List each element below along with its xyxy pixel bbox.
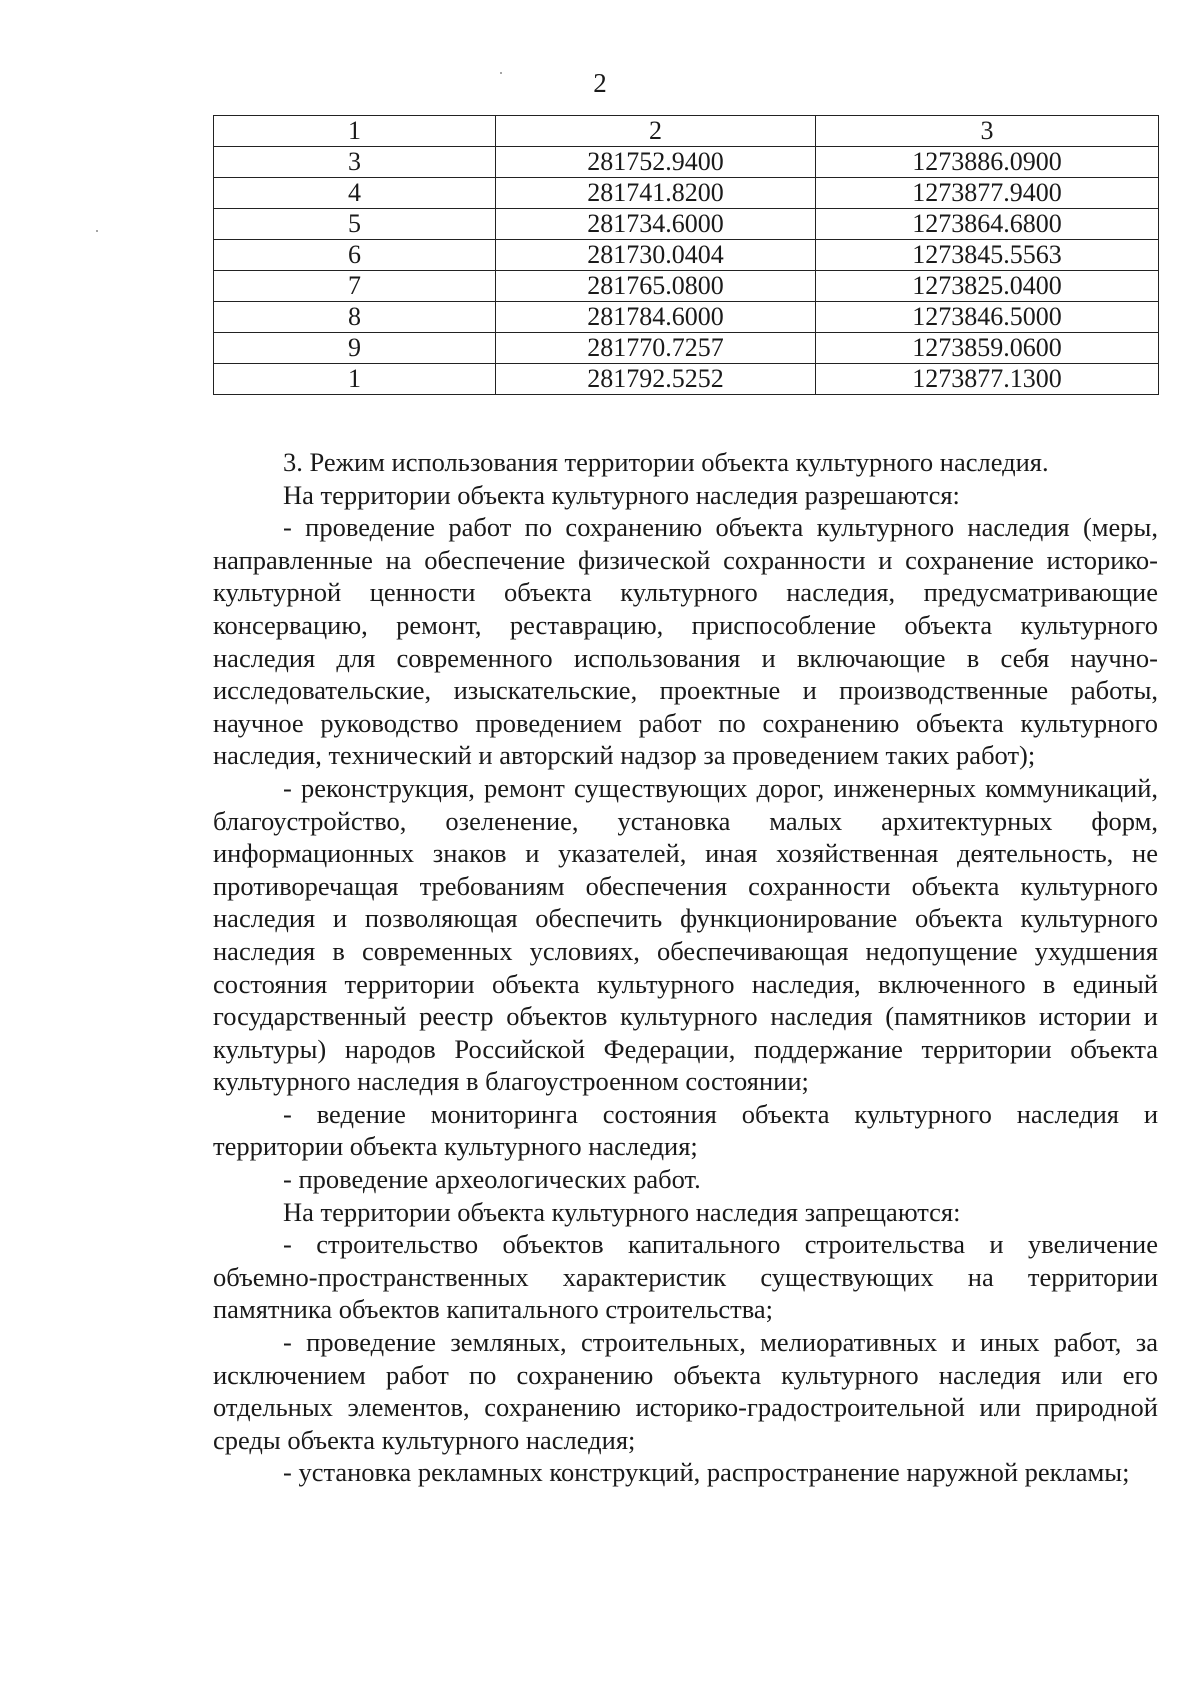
x-coordinate-cell: 281770.7257 [496,333,816,364]
table-row [214,240,1159,271]
paragraph-permitted-item: - проведение археологических работ. [283,1164,701,1195]
y-coordinate-cell: 1273845.5563 [816,240,1159,271]
table-row [214,364,1159,395]
x-coordinate-cell: 281792.5252 [496,364,816,395]
x-coordinate-cell: 281730.0404 [496,240,816,271]
x-coordinate-cell: 281784.6000 [496,302,816,333]
point-number-cell: 9 [214,333,496,364]
table-header-cell: 1 [214,116,496,147]
page-number: 2 [593,68,607,98]
paragraph-prohibited-intro: На территории объекта культурного наследия запрещаются: [283,1196,961,1227]
table-row [214,302,1159,333]
table-header-cell: 2 [496,116,816,147]
paragraph-permitted-intro: На территории объекта культурного наследия разрешаются: [283,479,960,510]
table-row [214,271,1159,302]
table-header-cell: 3 [816,116,1159,147]
table-row [214,147,1159,178]
paragraph-permitted-item: - реконструкция, ремонт существующих дорог, инженерных коммуникаций, благоустройство, озеленение, установка малых архитектурных форм, информационных знаков и указателей, иная хозяйственная деятельность, не противоречащая требованиям обеспечения сохранности объекта культурного наследия и позволяющая обеспечить функционирование объекта культурного наследия в современных условиях, обеспечивающая недопущение ухудшения состояния территории объекта культурного наследия, включенного в единый государственный реестр объектов культурного наследия (памятников истории и культуры) народов Российской Федерации, поддержание территории объекта культурного наследия в благоустроенном состоянии; [213,772,1158,1097]
table-row [214,209,1159,240]
x-coordinate-cell: 281765.0800 [496,271,816,302]
y-coordinate-cell: 1273886.0900 [816,147,1159,178]
coordinates-table [213,115,1159,395]
point-number-cell: 8 [214,302,496,333]
point-number-cell: 7 [214,271,496,302]
y-coordinate-cell: 1273877.9400 [816,178,1159,209]
scan-speck [96,230,98,232]
table-row [214,178,1159,209]
x-coordinate-cell: 281741.8200 [496,178,816,209]
point-number-cell: 3 [214,147,496,178]
point-number-cell: 5 [214,209,496,240]
table-header-row [214,116,1159,147]
y-coordinate-cell: 1273859.0600 [816,333,1159,364]
y-coordinate-cell: 1273825.0400 [816,271,1159,302]
point-number-cell: 1 [214,364,496,395]
section-heading: 3. Режим использования территории объекта культурного наследия. [283,447,1049,477]
paragraph-prohibited-item: - установка рекламных конструкций, распространение наружной рекламы; [283,1457,1130,1488]
point-number-cell: 6 [214,240,496,271]
paragraph-permitted-item: - ведение мониторинга состояния объекта культурного наследия и территории объекта культурного наследия; [213,1098,1158,1162]
document-body [213,446,1158,1489]
paragraph-prohibited-item: - проведение земляных, строительных, мелиоративных и иных работ, за исключением работ по сохранению объекта культурного наследия или его отдельных элементов, сохранению историко-градостроительной или природной среды объекта культурного наследия; [213,1327,1158,1455]
scan-speck [500,72,502,74]
table-row [214,333,1159,364]
y-coordinate-cell: 1273846.5000 [816,302,1159,333]
x-coordinate-cell: 281752.9400 [496,147,816,178]
paragraph-prohibited-item: - строительство объектов капитального строительства и увеличение объемно-пространственных характеристик существующих на территории памятника объектов капитального строительства; [213,1229,1158,1325]
y-coordinate-cell: 1273864.6800 [816,209,1159,240]
y-coordinate-cell: 1273877.1300 [816,364,1159,395]
x-coordinate-cell: 281734.6000 [496,209,816,240]
point-number-cell: 4 [214,178,496,209]
paragraph-permitted-item: - проведение работ по сохранению объекта культурного наследия (меры, направленные на обеспечение физической сохранности и сохранение историко-культурной ценности объекта культурного наследия, предусматривающие консервацию, ремонт, реставрацию, приспособление объекта культурного наследия для современного использования и включающие в себя научно-исследовательские, изыскательские, проектные и производственные работы, научное руководство проведением работ по сохранению объекта культурного наследия, технический и авторский надзор за проведением таких работ); [213,512,1158,771]
